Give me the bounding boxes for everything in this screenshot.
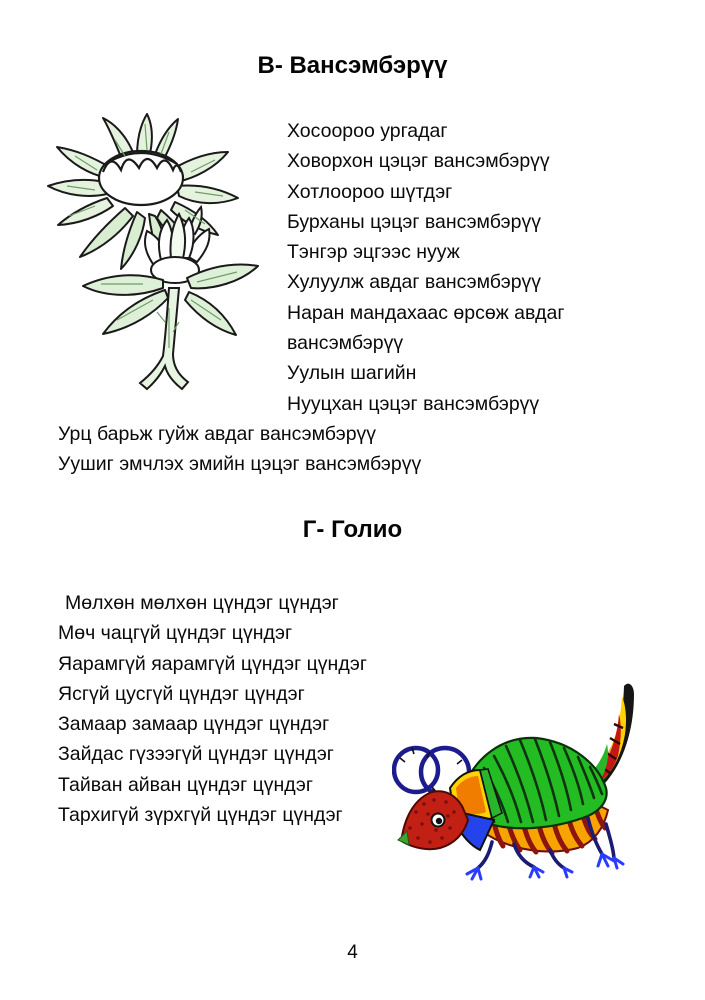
page-number: 4 — [347, 942, 358, 963]
poem-vansemberuu — [58, 116, 565, 480]
poem-line: Ясгүй цусгүй цүндэг цүндэг — [58, 682, 305, 705]
cricket-head — [398, 791, 468, 849]
poem1-title: В- Вансэмбэрүү — [257, 52, 448, 79]
poem-line: Яарамгүй яарамгүй цүндэг цүндэг — [58, 652, 367, 675]
poem-line: Тэнгэр эцгээс нууж — [287, 241, 460, 264]
poem-line: Мөч чацгүй цүндэг цүндэг — [58, 622, 293, 645]
poem-line: Ховорхон цэцэг вансэмбэрүү — [287, 150, 550, 173]
poem-line: Уушиг эмчлэх эмийн цэцэг вансэмбэрүү — [58, 453, 422, 476]
cricket-illustration — [392, 672, 705, 887]
poem-line: вансэмбэрүү — [287, 332, 404, 355]
poem-line: Наран мандахаас өрсөж авдаг — [287, 301, 565, 324]
poem-line: Замаар замаар цүндэг цүндэг — [58, 713, 330, 736]
poem-line: Тайван айван цүндэг цүндэг — [58, 773, 313, 796]
poem-line: Бурханы цэцэг вансэмбэрүү — [287, 210, 541, 233]
poem-line: Урц барьж гуйж авдаг вансэмбэрүү — [58, 422, 377, 445]
poem-golio — [58, 588, 367, 830]
poem2-title: Г- Голио — [302, 516, 403, 543]
poem-line: Зайдас гүзээгүй цүндэг цүндэг — [58, 743, 334, 766]
poem-line: Мөлхөн мөлхөн цүндэг цүндэг — [65, 592, 339, 614]
poem-line: Хосоороо ургадаг — [287, 120, 448, 142]
poem-line: Нууцхан цэцэг вансэмбэрүү — [287, 392, 540, 415]
poem-line: Тархигүй зүрхгүй цүндэг цүндэг — [58, 804, 343, 827]
cricket-feet — [467, 854, 623, 879]
poem-line: Хотлоороо шүтдэг — [287, 180, 453, 203]
poem-line: Хулуулж авдаг вансэмбэрүү — [287, 271, 542, 294]
poem-line: Уулын шагийн — [287, 362, 417, 385]
